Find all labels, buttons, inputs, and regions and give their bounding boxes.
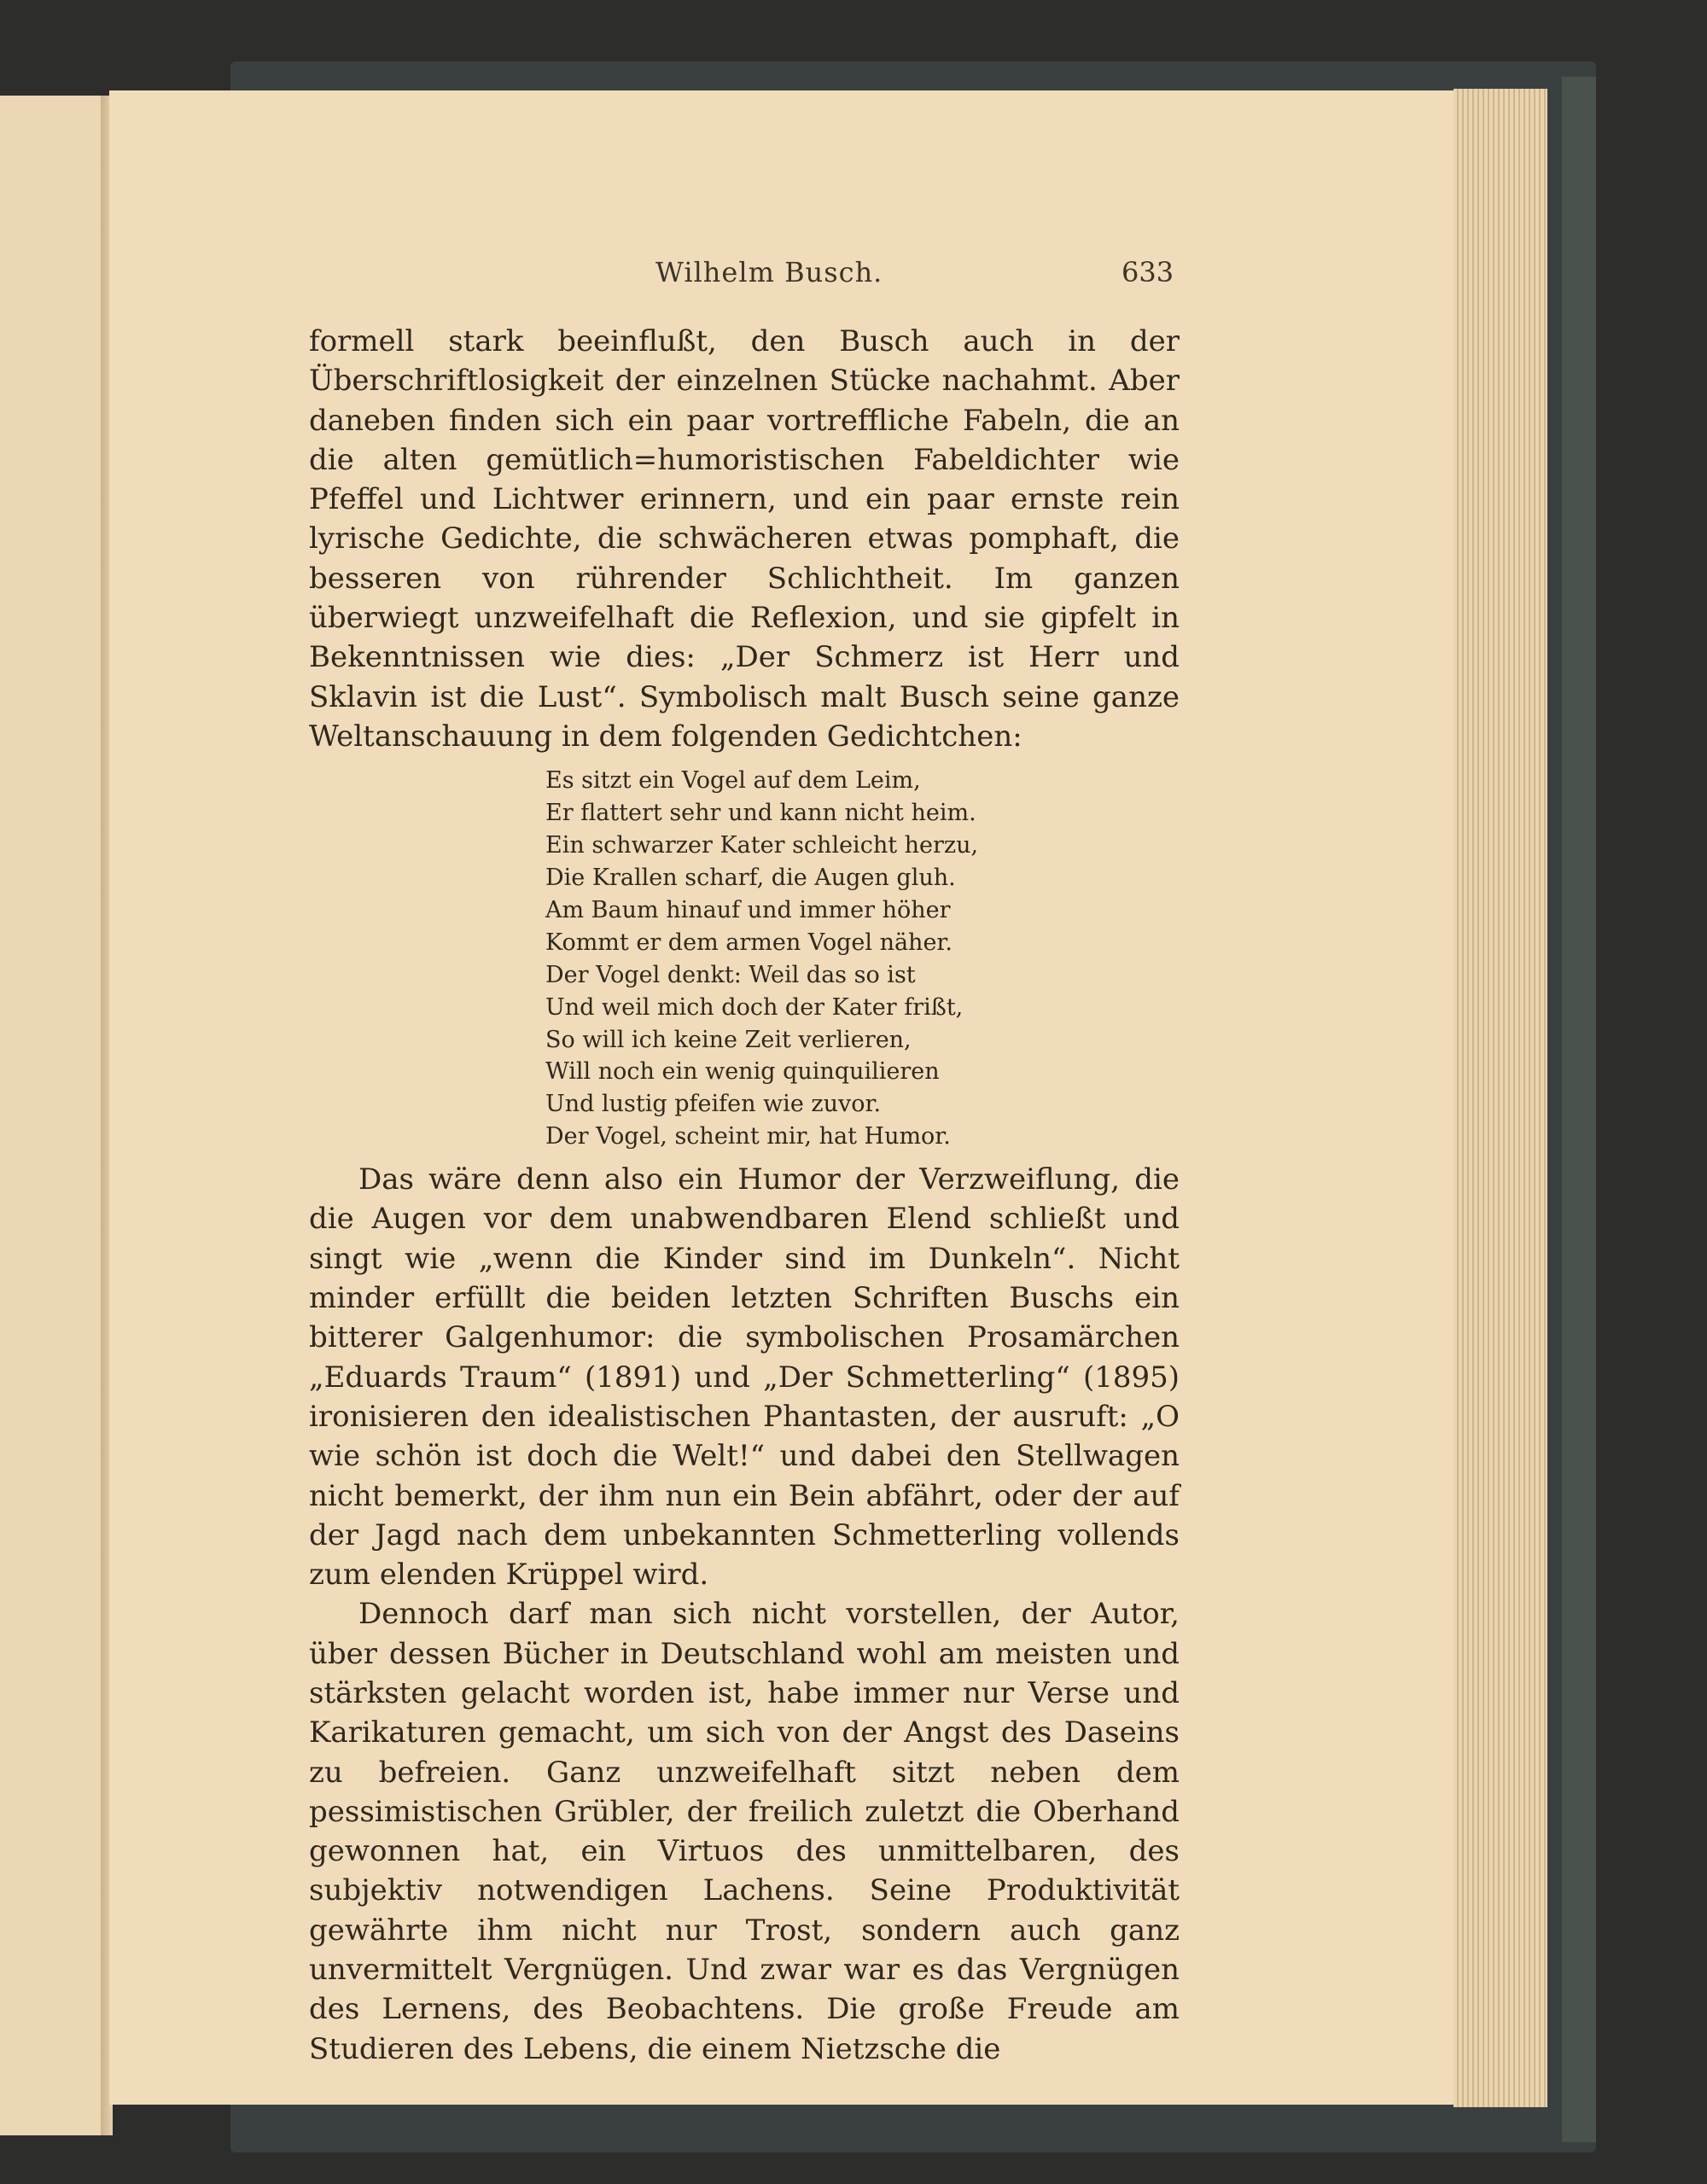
poem-line: Es sitzt ein Vogel auf dem Leim, xyxy=(545,767,921,795)
paragraph-1: formell stark beeinflußt, den Busch auch in der Überschriftlosigkeit der einzelnen Stücke nachahmt. Aber daneben finden sich ein paar vortreffliche Fabeln, die an die alten gemütlich=humoristischen Fabeldichter wie Pfeffel und Lichtwer erinnern, und ein paar ernste rein lyrische Gedichte, die schwächeren etwas pomphaft, die besseren von rührender Schlichtheit. Im ganzen überwiegt unzweifelhaft die Reflexion, und sie gipfelt in Bekenntnissen wie dies: „Der Schmerz ist Herr und Sklavin ist die Lust“. Symbolisch malt Busch seine ganze Weltanschauung in dem folgenden Gedichtchen: xyxy=(309,324,1180,754)
poem xyxy=(545,765,1180,1153)
poem-line: Der Vogel denkt: Weil das so ist xyxy=(545,961,916,988)
paragraph-3: Dennoch darf man sich nicht vorstellen, der Autor, über dessen Bücher in Deutschland wohl am meisten und stärksten gelacht worden ist, habe immer nur Verse und Karikaturen gemacht, um sich von der Angst des Daseins zu befreien. Ganz unzweifelhaft sitzt neben dem pessimistischen Grübler, der freilich zuletzt die Oberhand gewonnen hat, ein Virtuos des unmittelbaren, des subjektiv notwendigen Lachens. Seine Produktivität gewährte ihm nicht nur Trost, sondern auch ganz unvermittelt Vergnügen. Und zwar war es das Vergnügen des Lernens, des Beobachtens. Die große Freude am Studieren des Lebens, die einem Nietzsche die xyxy=(309,1597,1180,2066)
body-text xyxy=(309,322,1180,2069)
cover-edge xyxy=(1562,77,1596,2142)
poem-line: Ein schwarzer Kater schleicht herzu, xyxy=(545,832,979,859)
paragraph-2: Das wäre denn also ein Humor der Verzweiflung, die die Augen vor dem unabwendbaren Elend schließt und singt wie „wenn die Kinder sind im Dunkeln“. Nicht minder erfüllt die beiden letzten Schriften Buschs ein bitterer Galgenhumor: die symbolischen Prosamärchen „Eduards Traum“ (1891) und „Der Schmetterling“ (1895) ironisieren den idealistischen Phantasten, der ausruft: „O wie schön ist doch die Welt!“ und dabei den Stellwagen nicht bemerkt, der ihm nun ein Bein abfährt, oder der auf der Jagd nach dem unbekannten Schmetterling vollends zum elenden Krüppel wird. xyxy=(309,1162,1180,1593)
poem-line: So will ich keine Zeit verlieren, xyxy=(545,1026,912,1053)
poem-line: Will noch ein wenig quinquilieren xyxy=(545,1058,940,1086)
poem-line: Am Baum hinauf und immer höher xyxy=(545,896,951,923)
poem-line: Und lustig pfeifen wie zuvor. xyxy=(545,1091,882,1118)
poem-line: Die Krallen scharf, die Augen gluh. xyxy=(545,864,956,891)
poem-line: Der Vogel, scheint mir, hat Humor. xyxy=(545,1123,951,1150)
running-head xyxy=(109,256,1454,299)
running-head-title: Wilhelm Busch. xyxy=(655,256,883,288)
page-edges xyxy=(1454,89,1547,2107)
page-number: 633 xyxy=(1121,256,1174,288)
poem-line: Kommt er dem armen Vogel näher. xyxy=(545,929,953,956)
poem-line: Und weil mich doch der Kater frißt, xyxy=(545,993,964,1021)
left-page xyxy=(0,96,109,2135)
poem-line: Er flattert sehr und kann nicht heim. xyxy=(545,800,976,827)
